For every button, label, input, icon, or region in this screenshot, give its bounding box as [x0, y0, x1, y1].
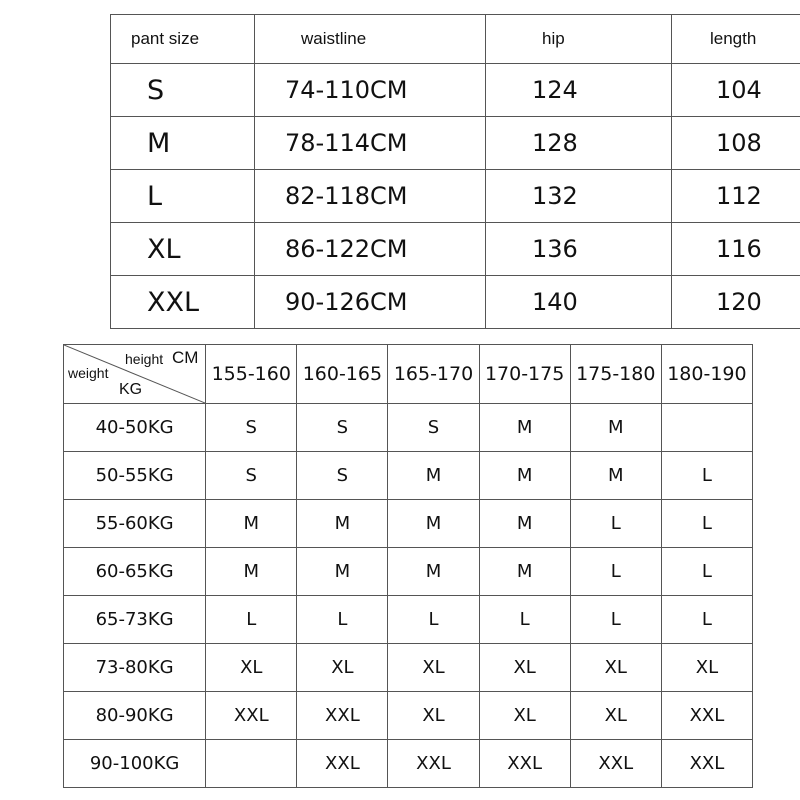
length-cell: 116 — [672, 223, 800, 276]
length-cell: 112 — [672, 170, 800, 223]
size-cell: XL — [111, 223, 255, 276]
recommended-size-cell: L — [570, 500, 661, 548]
weight-range-cell: 50-55KG — [64, 452, 206, 500]
weight-range-cell: 60-65KG — [64, 548, 206, 596]
recommended-size-cell: XXL — [297, 692, 388, 740]
fit-table-body — [64, 404, 753, 788]
recommended-size-cell: M — [388, 548, 479, 596]
length-cell: 104 — [672, 64, 800, 117]
fit-table-row — [64, 548, 753, 596]
hip-cell: 136 — [486, 223, 672, 276]
waistline-cell: 86-122CM — [255, 223, 486, 276]
recommended-size-cell: L — [661, 596, 752, 644]
header-pant-size: pant size — [111, 15, 255, 64]
recommended-size-cell: XL — [479, 692, 570, 740]
waistline-cell: 90-126CM — [255, 276, 486, 329]
pant-size-table — [110, 14, 800, 329]
fit-table-row — [64, 740, 753, 788]
height-weight-fit-table — [63, 344, 753, 788]
header-length: length — [672, 15, 800, 64]
corner-cm-label: CM — [172, 348, 199, 367]
fit-table-row — [64, 404, 753, 452]
waistline-cell: 78-114CM — [255, 117, 486, 170]
weight-range-cell: 65-73KG — [64, 596, 206, 644]
fit-table-row — [64, 596, 753, 644]
recommended-size-cell: XXL — [661, 740, 752, 788]
recommended-size-cell: M — [570, 404, 661, 452]
hip-cell: 140 — [486, 276, 672, 329]
recommended-size-cell: M — [388, 500, 479, 548]
recommended-size-cell: XL — [388, 692, 479, 740]
recommended-size-cell: XL — [570, 644, 661, 692]
recommended-size-cell: M — [388, 452, 479, 500]
hip-cell: 124 — [486, 64, 672, 117]
height-range-header: 180-190 — [661, 345, 752, 404]
height-range-header: 160-165 — [297, 345, 388, 404]
recommended-size-cell: XXL — [661, 692, 752, 740]
size-row — [111, 64, 800, 117]
recommended-size-cell: XXL — [570, 740, 661, 788]
recommended-size-cell: L — [297, 596, 388, 644]
weight-range-cell: 55-60KG — [64, 500, 206, 548]
corner-kg-label: KG — [119, 381, 143, 398]
fit-table-row — [64, 644, 753, 692]
size-cell: L — [111, 170, 255, 223]
recommended-size-cell: L — [206, 596, 297, 644]
recommended-size-cell: L — [570, 548, 661, 596]
recommended-size-cell: M — [479, 548, 570, 596]
size-row — [111, 117, 800, 170]
recommended-size-cell: XXL — [388, 740, 479, 788]
recommended-size-cell: L — [661, 548, 752, 596]
recommended-size-cell: L — [661, 452, 752, 500]
header-hip: hip — [486, 15, 672, 64]
recommended-size-cell: XL — [570, 692, 661, 740]
recommended-size-cell: S — [206, 404, 297, 452]
recommended-size-cell: XXL — [479, 740, 570, 788]
waistline-cell: 74-110CM — [255, 64, 486, 117]
height-range-header: 155-160 — [206, 345, 297, 404]
recommended-size-cell: M — [479, 404, 570, 452]
size-row — [111, 276, 800, 329]
hip-cell: 128 — [486, 117, 672, 170]
waistline-cell: 82-118CM — [255, 170, 486, 223]
recommended-size-cell: L — [388, 596, 479, 644]
recommended-size-cell: S — [297, 452, 388, 500]
recommended-size-cell: M — [297, 500, 388, 548]
recommended-size-cell: M — [206, 500, 297, 548]
recommended-size-cell: XL — [479, 644, 570, 692]
recommended-size-cell: L — [479, 596, 570, 644]
recommended-size-cell: M — [479, 500, 570, 548]
weight-range-cell: 90-100KG — [64, 740, 206, 788]
weight-range-cell: 73-80KG — [64, 644, 206, 692]
fit-table-row — [64, 692, 753, 740]
length-cell: 108 — [672, 117, 800, 170]
recommended-size-cell: XXL — [206, 692, 297, 740]
recommended-size-cell: XL — [388, 644, 479, 692]
hip-cell: 132 — [486, 170, 672, 223]
recommended-size-cell: M — [479, 452, 570, 500]
recommended-size-cell: S — [297, 404, 388, 452]
corner-weight-label: weight — [68, 365, 109, 381]
size-cell: M — [111, 117, 255, 170]
recommended-size-cell — [206, 740, 297, 788]
size-row — [111, 170, 800, 223]
header-waistline: waistline — [255, 15, 486, 64]
corner-cell — [64, 345, 206, 404]
size-table-header-row — [111, 15, 800, 64]
recommended-size-cell — [661, 404, 752, 452]
recommended-size-cell: L — [570, 596, 661, 644]
recommended-size-cell: XL — [297, 644, 388, 692]
fit-table-row — [64, 452, 753, 500]
weight-range-cell: 80-90KG — [64, 692, 206, 740]
size-row — [111, 223, 800, 276]
recommended-size-cell: XXL — [297, 740, 388, 788]
height-range-header: 175-180 — [570, 345, 661, 404]
recommended-size-cell: S — [388, 404, 479, 452]
weight-range-cell: 40-50KG — [64, 404, 206, 452]
recommended-size-cell: M — [570, 452, 661, 500]
recommended-size-cell: XL — [661, 644, 752, 692]
recommended-size-cell: S — [206, 452, 297, 500]
size-cell: S — [111, 64, 255, 117]
fit-table-row — [64, 500, 753, 548]
height-range-header: 170-175 — [479, 345, 570, 404]
recommended-size-cell: L — [661, 500, 752, 548]
length-cell: 120 — [672, 276, 800, 329]
corner-height-label: height — [125, 351, 164, 367]
recommended-size-cell: M — [206, 548, 297, 596]
size-cell: XXL — [111, 276, 255, 329]
height-range-header: 165-170 — [388, 345, 479, 404]
recommended-size-cell: M — [297, 548, 388, 596]
fit-table-header-row — [64, 345, 753, 404]
recommended-size-cell: XL — [206, 644, 297, 692]
